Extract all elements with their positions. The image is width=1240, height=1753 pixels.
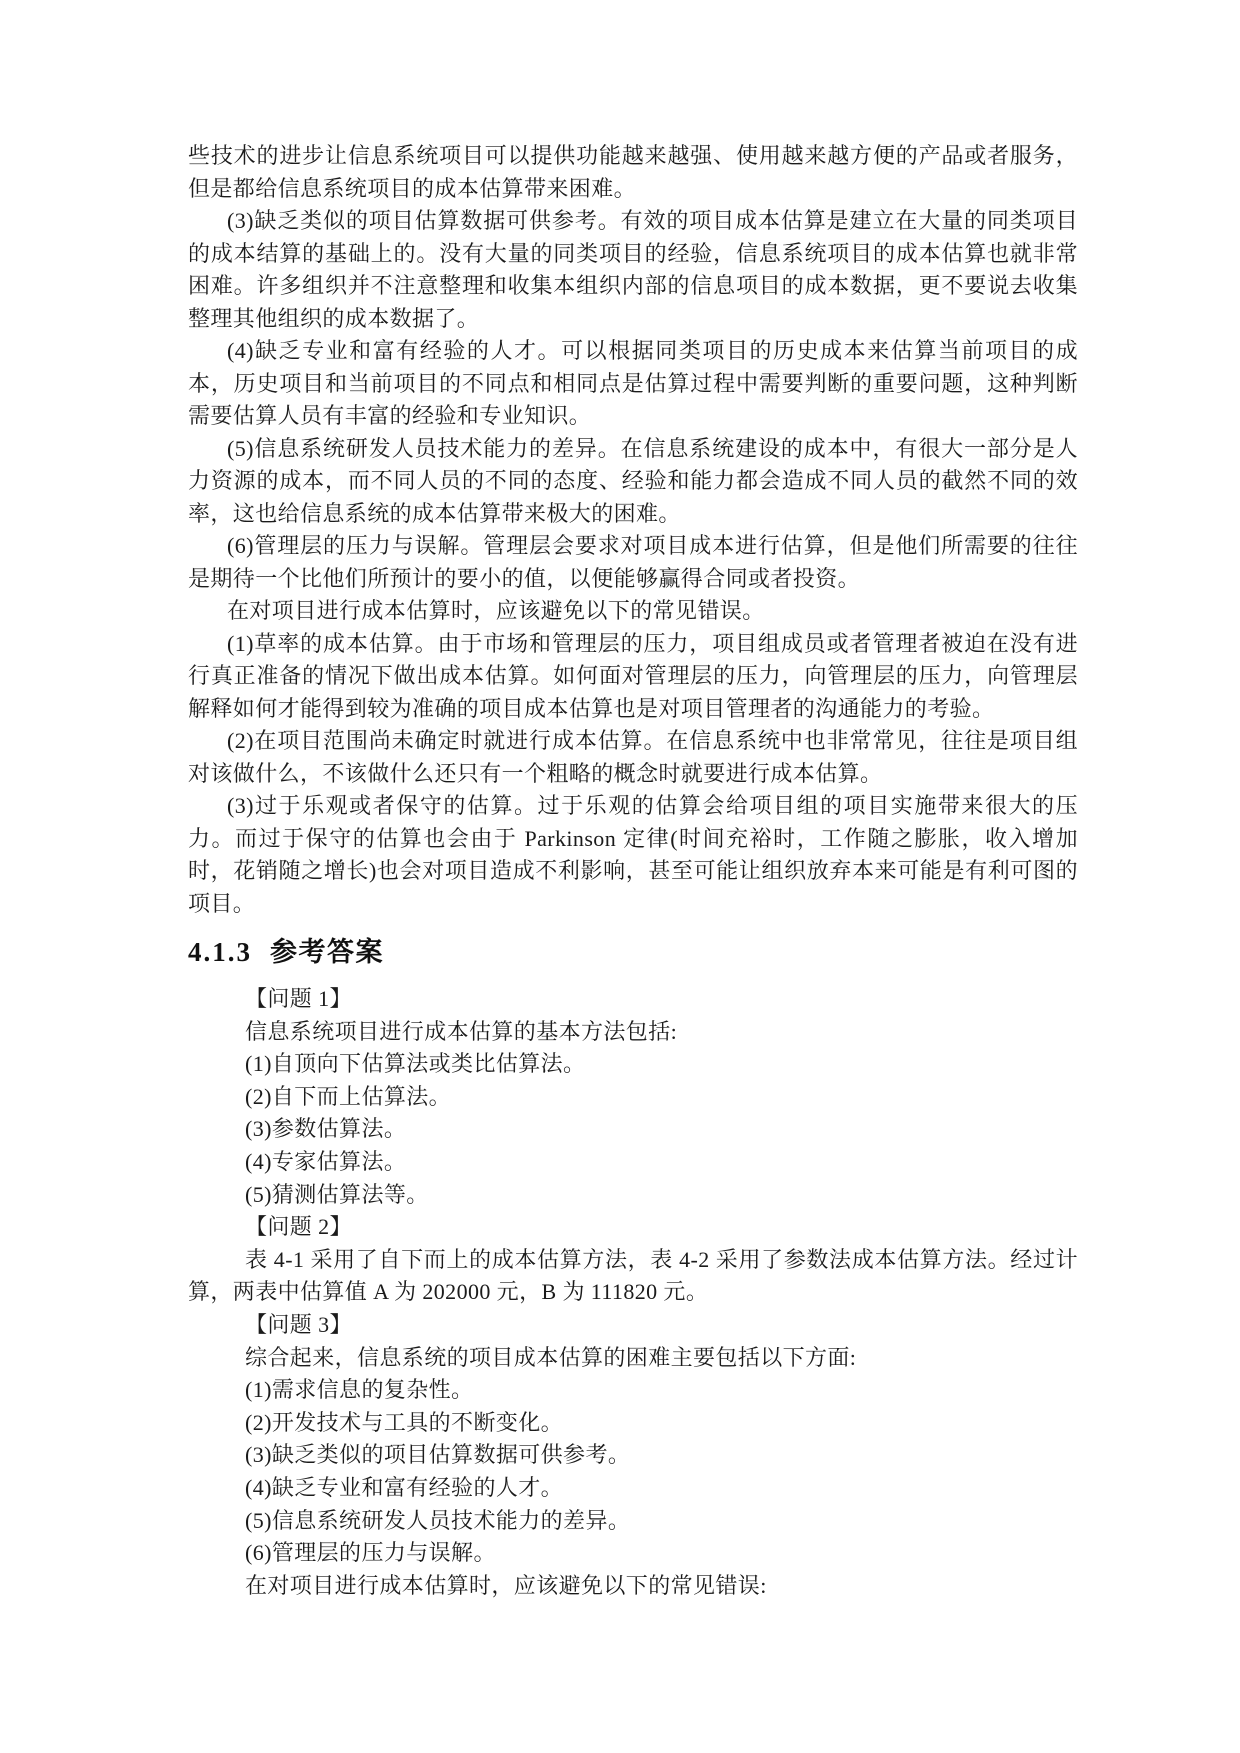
difficulty-item-2: (2)开发技术与工具的不断变化。 <box>245 1409 564 1435</box>
section-number: 4.1.3 <box>188 937 252 967</box>
problem-2-heading: 【问题 2】 <box>245 1214 352 1240</box>
difficulty-item-1: (1)需求信息的复杂性。 <box>245 1377 474 1403</box>
body-paragraph-difficulty-5: (5)信息系统研发人员技术能力的差异。在信息系统建设的成本中，有很大一部分是人力资源的成本，而不同人员的不同的态度、经验和能力都会造成不同人员的截然不同的效率，这也给信息系统的成本估算带来极大的困难。 <box>188 435 1078 526</box>
difficulty-item-6: (6)管理层的压力与误解。 <box>245 1540 496 1566</box>
difficulty-item-3: (3)缺乏类似的项目估算数据可供参考。 <box>245 1442 631 1468</box>
answer-errors-intro: 在对项目进行成本估算时，应该避免以下的常见错误: <box>245 1572 767 1598</box>
page-content <box>188 140 1078 1602</box>
method-item-3: (3)参数估算法。 <box>245 1116 407 1142</box>
body-paragraph-difficulty-4: (4)缺乏专业和富有经验的人才。可以根据同类项目的历史成本来估算当前项目的成本，历史项目和当前项目的不同点和相同点是估算过程中需要判断的重要问题，这种判断需要估算人员有丰富的经验和专业知识。 <box>188 338 1078 428</box>
body-paragraph-continuation: 些技术的进步让信息系统项目可以提供功能越来越强、使用越来越方便的产品或者服务，但是都给信息系统项目的成本估算带来困难。 <box>188 143 1078 201</box>
body-paragraph-errors-intro: 在对项目进行成本估算时，应该避免以下的常见错误。 <box>227 598 765 623</box>
answer-methods-intro: 信息系统项目进行成本估算的基本方法包括: <box>245 1018 678 1044</box>
body-paragraph-error-2: (2)在项目范围尚未确定时就进行成本估算。在信息系统中也非常常见，往往是项目组对该做什么，不该做什么还只有一个粗略的概念时就要进行成本估算。 <box>188 728 1078 786</box>
method-item-5: (5)猜测估算法等。 <box>245 1181 429 1207</box>
body-paragraph-difficulty-3: (3)缺乏类似的项目估算数据可供参考。有效的项目成本估算是建立在大量的同类项目的成本结算的基础上的。没有大量的同类项目的经验，信息系统项目的成本估算也就非常困难。许多组织并不注意整理和收集本组织内部的信息项目的成本数据，更不要说去收集整理其他组织的成本数据了。 <box>188 208 1078 331</box>
problem-1-heading: 【问题 1】 <box>245 986 352 1011</box>
body-paragraph-difficulty-6: (6)管理层的压力与误解。管理层会要求对项目成本进行估算，但是他们所需要的往往是期待一个比他们所预计的要小的值，以便能够赢得合同或者投资。 <box>188 533 1078 591</box>
body-paragraph-error-3: (3)过于乐观或者保守的估算。过于乐观的估算会给项目组的项目实施带来很大的压力。而过于保守的估算也会由于 Parkinson 定律(时间充裕时，工作随之膨胀，收入增加时，花销随之增长)也会对项目造成不利影响，甚至可能让组织放弃本来可能是有利可图的项目。 <box>188 793 1078 916</box>
body-paragraph-error-1: (1)草率的成本估算。由于市场和管理层的压力，项目组成员或者管理者被迫在没有进行真正准备的情况下做出成本估算。如何面对管理层的压力，向管理层的压力，向管理层解释如何才能得到较为准确的项目成本估算也是对项目管理者的沟通能力的考验。 <box>188 630 1078 721</box>
answer-difficulties-intro: 综合起来，信息系统的项目成本估算的困难主要包括以下方面: <box>245 1344 857 1370</box>
section-title: 参考答案 <box>270 937 384 967</box>
problem-2-answer: 表 4-1 采用了自下而上的成本估算方法，表 4-2 采用了参数法成本估算方法。经过计算，两表中估算值 A 为 202000 元，B 为 111820 元。 <box>188 1246 1078 1305</box>
method-item-4: (4)专家估算法。 <box>245 1148 407 1174</box>
method-item-2: (2)自下而上估算法。 <box>245 1083 452 1109</box>
difficulty-item-5: (5)信息系统研发人员技术能力的差异。 <box>245 1507 631 1533</box>
problem-3-heading: 【问题 3】 <box>245 1311 352 1337</box>
difficulty-item-4: (4)缺乏专业和富有经验的人才。 <box>245 1474 564 1500</box>
section-heading <box>188 934 1078 970</box>
method-item-1: (1)自顶向下估算法或类比估算法。 <box>245 1051 586 1077</box>
